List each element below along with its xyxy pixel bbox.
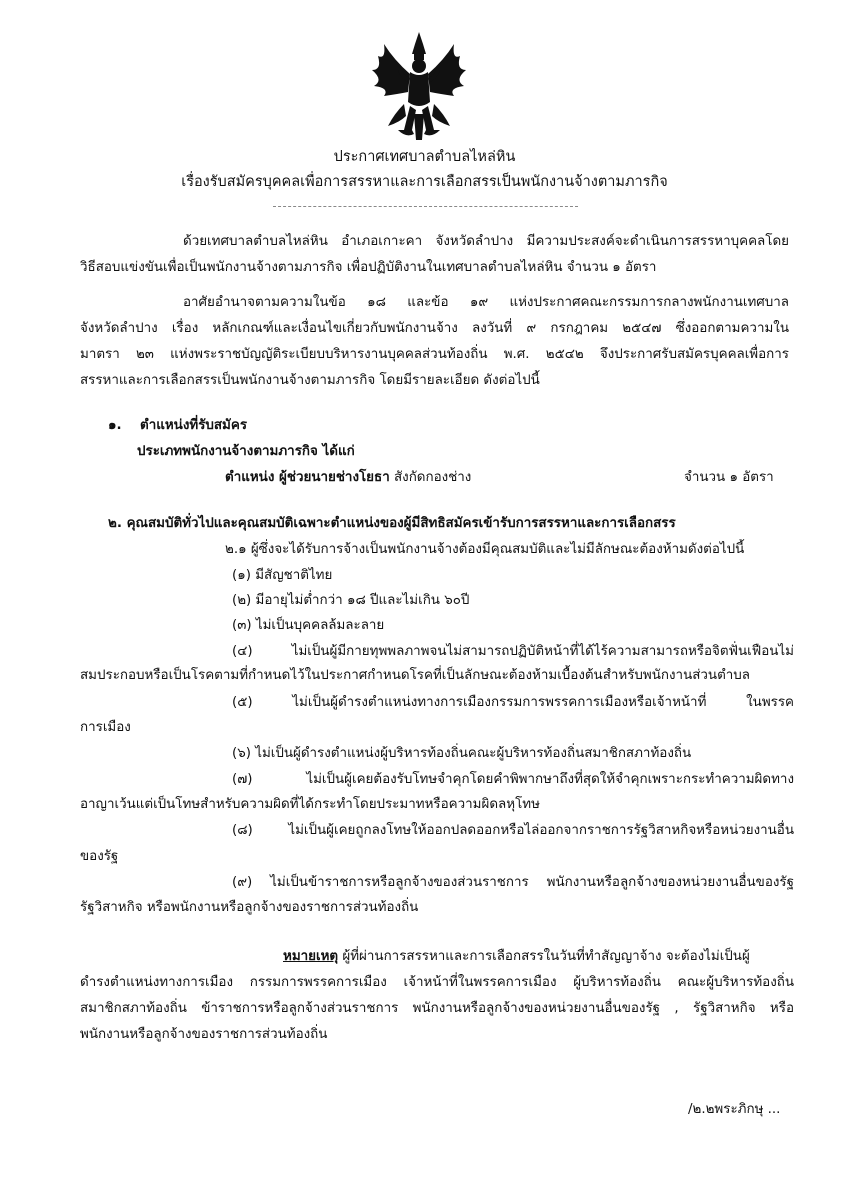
section-heading: ๒. คุณสมบัติทั่วไปและคุณสมบัติเฉพาะตำแหน่งของผู้มีสิทธิสมัครเข้ารับการสรรหาและการเลือกสรร — [108, 516, 676, 531]
note-line: สมาชิกสภาท้องถิ่น ข้าราชการหรือลูกจ้างส่วนราชการ พนักงานหรือลูกจ้างของหน่วยงานอื่นของรัฐ , รัฐวิสาหกิจ หรือ — [80, 1001, 794, 1016]
note-line: พนักงานหรือลูกจ้างของราชการส่วนท้องถิ่น — [80, 1027, 328, 1042]
section-heading: ตำแหน่งที่รับสมัคร — [140, 418, 248, 433]
subsection-heading: ๒.๑ ผู้ซึ่งจะได้รับการจ้างเป็นพนักงานจ้างต้องมีคุณสมบัติและไม่มีลักษณะต้องห้ามดังต่อไปนี้ — [225, 542, 745, 557]
list-item: (๒) มีอายุไม่ต่ำกว่า ๑๘ ปีและไม่เกิน ๖๐ปี — [232, 593, 470, 608]
note-label: หมายเหตุ — [283, 949, 339, 964]
intro-line: ด้วยเทศบาลตำบลไหล่หิน อำเภอเกาะคา จังหวัดลำปาง มีความประสงค์จะดำเนินการสรรหาบุคคลโดย — [183, 234, 789, 249]
list-item-cont: รัฐวิสาหกิจ หรือพนักงานหรือลูกจ้างของราชการส่วนท้องถิ่น — [80, 900, 419, 915]
list-item-cont: ของรัฐ — [80, 849, 119, 864]
position-row — [225, 469, 471, 487]
list-item: (๓) ไม่เป็นบุคคลล้มละลาย — [232, 618, 385, 633]
list-item-cont: การเมือง — [80, 720, 131, 735]
garuda-emblem-icon — [364, 30, 474, 145]
announcement-title: ประกาศเทศบาลตำบลไหล่หิน — [333, 149, 516, 165]
section-subheading: ประเภทพนักงานจ้างตามภารกิจ ได้แก่ — [137, 444, 355, 459]
list-item: (๔) ไม่เป็นผู้มีกายทุพพลภาพจนไม่สามารถปฏิบัติหน้าที่ได้ไร้ความสามารถหรือจิตฟั่นเฟือนไม่ — [232, 644, 794, 659]
note-line: ดำรงตำแหน่งทางการเมือง กรรมการพรรคการเมือง เจ้าหน้าที่ในพรรคการเมือง ผู้บริหารท้องถิ่น คณะผู้บริหารท้องถิ่น — [80, 975, 794, 990]
list-item: (๘) ไม่เป็นผู้เคยถูกลงโทษให้ออกปลดออกหรือไล่ออกจากราชการรัฐวิสาหกิจหรือหน่วยงานอื่น — [232, 823, 794, 838]
intro-line: มาตรา ๒๓ แห่งพระราชบัญญัติระเบียบบริหารงานบุคคลส่วนท้องถิ่น พ.ศ. ๒๕๔๒ จึงประกาศรับสมัครบุคคลเพื่อการ — [80, 347, 789, 362]
intro-line: สรรหาและการเลือกสรรเป็นพนักงานจ้างตามภารกิจ โดยมีรายละเอียด ดังต่อไปนี้ — [80, 373, 540, 388]
announcement-subject: เรื่องรับสมัครบุคคลเพื่อการสรรหาและการเลือกสรรเป็นพนักงานจ้างตามภารกิจ — [181, 174, 668, 190]
section-number: ๑. — [108, 418, 122, 433]
list-item: (๕) ไม่เป็นผู้ดำรงตำแหน่งทางการเมืองกรรมการพรรคการเมืองหรือเจ้าหน้าที่ ในพรรค — [232, 695, 794, 710]
position-title: ตำแหน่ง ผู้ช่วยนายช่างโยธา — [225, 470, 390, 485]
continued-marker: /๒.๒พระภิกษุ ... — [688, 1102, 781, 1117]
list-item: (๙) ไม่เป็นข้าราชการหรือลูกจ้างของส่วนราชการ พนักงานหรือลูกจ้างของหน่วยงานอื่นของรัฐ — [232, 875, 794, 890]
note-text: ผู้ที่ผ่านการสรรหาและการเลือกสรรในวันที่ทำสัญญาจ้าง จะต้องไม่เป็นผู้ — [338, 949, 750, 964]
position-department: สังกัดกองช่าง — [389, 470, 472, 485]
title-divider — [273, 206, 578, 207]
note-line — [283, 948, 750, 966]
list-item: (๖) ไม่เป็นผู้ดำรงตำแหน่งผู้บริหารท้องถิ่นคณะผู้บริหารท้องถิ่นสมาชิกสภาท้องถิ่น — [232, 746, 692, 761]
list-item-cont: อาญาเว้นแต่เป็นโทษสำหรับความผิดที่ได้กระทำโดยประมาทหรือความผิดลหุโทษ — [80, 797, 540, 812]
position-count: จำนวน ๑ อัตรา — [684, 470, 774, 485]
intro-line: วิธีสอบแข่งขันเพื่อเป็นพนักงานจ้างตามภารกิจ เพื่อปฏิบัติงานในเทศบาลตำบลไหล่หิน จำนวน ๑ อัตรา — [80, 260, 657, 275]
intro-line: อาศัยอำนาจตามความในข้อ ๑๘ และข้อ ๑๙ แห่งประกาศคณะกรรมการกลางพนักงานเทศบาล — [183, 295, 789, 310]
list-item: (๑) มีสัญชาติไทย — [232, 568, 333, 583]
list-item: (๗) ไม่เป็นผู้เคยต้องรับโทษจำคุกโดยคำพิพากษาถึงที่สุดให้จำคุกเพราะกระทำความผิดทาง — [232, 772, 794, 787]
list-item-cont: สมประกอบหรือเป็นโรคตามที่กำหนดไว้ในประกาศกำหนดโรคที่เป็นลักษณะต้องห้ามเบื้องต้นสำหรับพนักงานส่วนตำบล — [80, 668, 750, 683]
intro-line: จังหวัดลำปาง เรื่อง หลักเกณฑ์และเงื่อนไขเกี่ยวกับพนักงานจ้าง ลงวันที่ ๙ กรกฎาคม ๒๕๔๗ ซึ่งออกตามความใน — [80, 321, 789, 336]
